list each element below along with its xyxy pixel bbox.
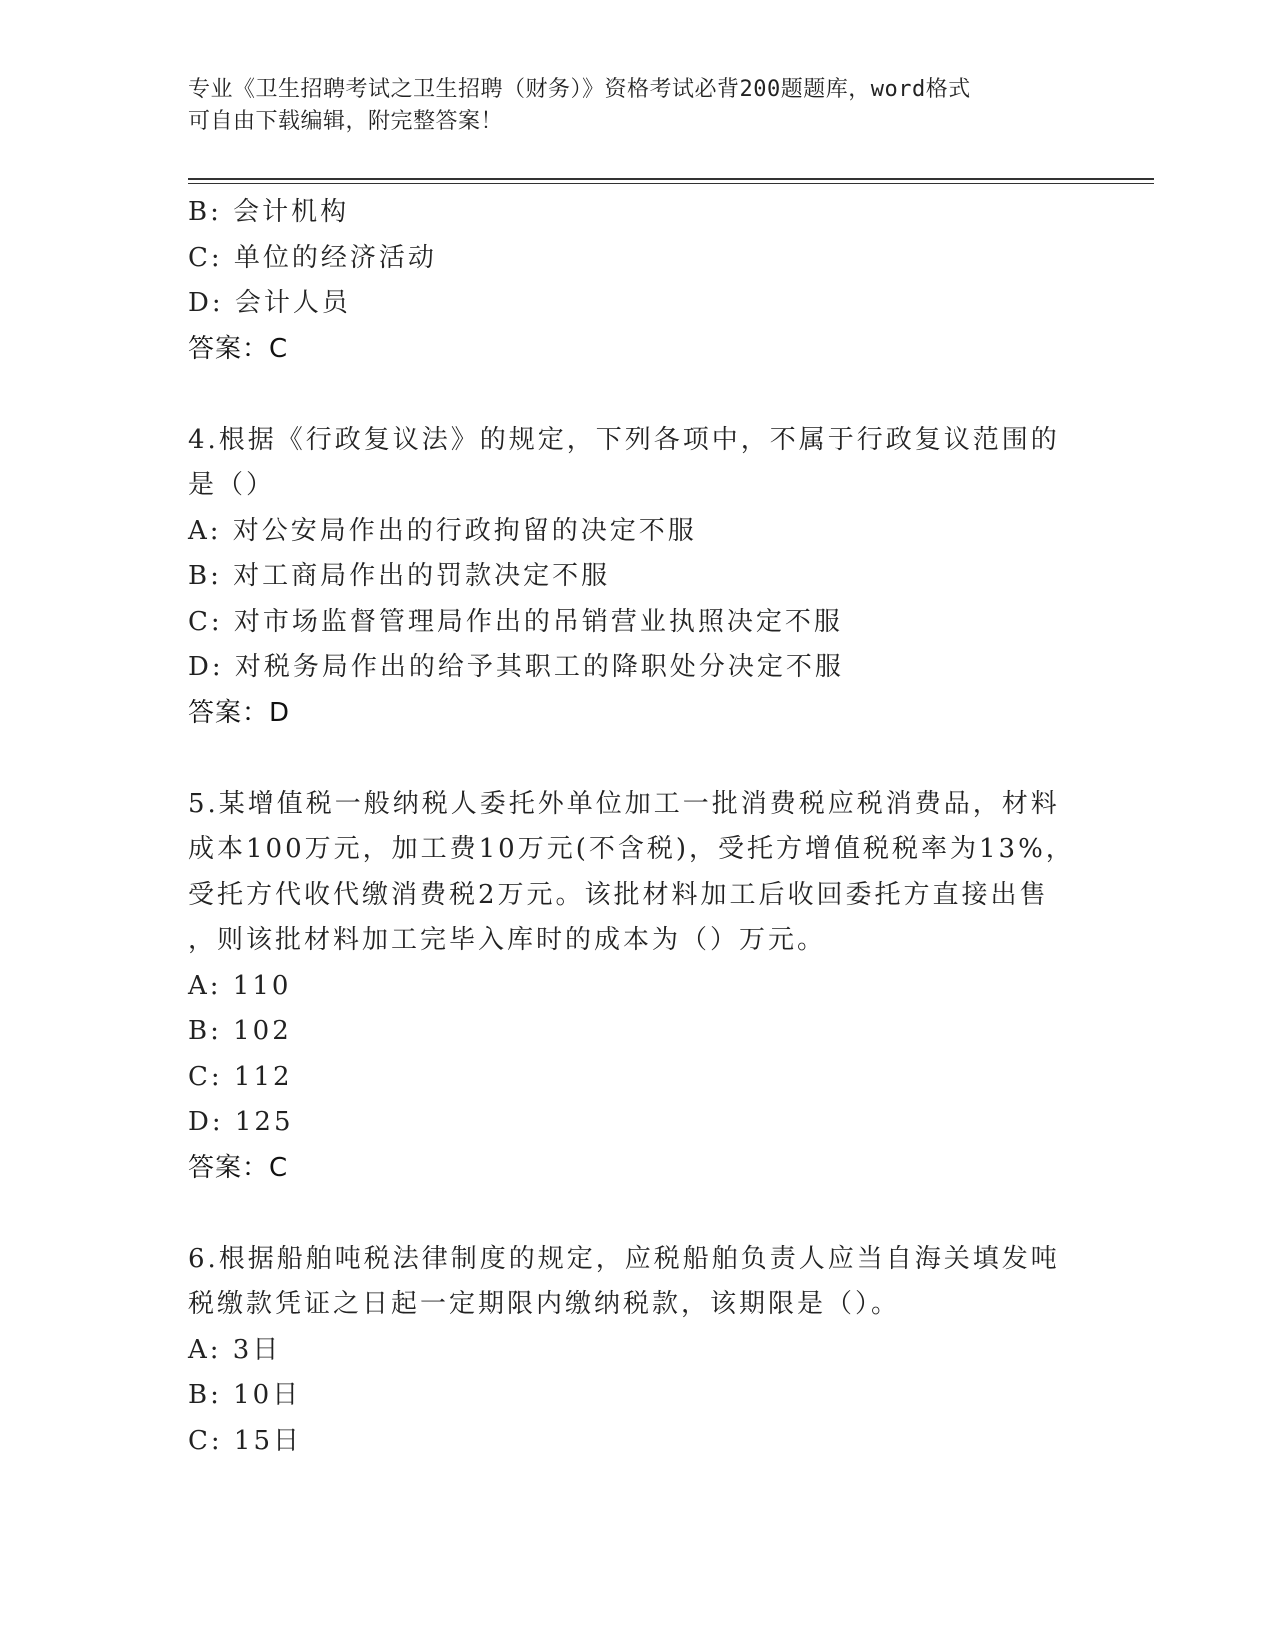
document-header [188, 74, 1068, 138]
option-b: B: 102 [188, 1016, 292, 1046]
option-a: A: 对公安局作出的行政拘留的决定不服 [188, 515, 697, 546]
option-a: A: 3日 [188, 1334, 282, 1365]
question-stem-line: 6.根据船舶吨税法律制度的规定，应税船舶负责人应当自海关填发吨 [188, 1243, 1060, 1274]
header-divider-thick [188, 178, 1154, 180]
answer-line: 答案：C [188, 1152, 289, 1183]
option-d: D: 会计人员 [188, 288, 351, 318]
spacer [188, 736, 1088, 782]
option-c: C: 112 [188, 1061, 293, 1092]
question-stem-line: 是（） [188, 470, 276, 500]
header-divider-thin [188, 183, 1154, 184]
option-c: C: 单位的经济活动 [188, 242, 437, 273]
question-stem-line: 受托方代收代缴消费税2万元。该批材料加工后收回委托方直接出售 [188, 879, 1049, 910]
option-c: C: 对市场监督管理局作出的吊销营业执照决定不服 [188, 606, 843, 637]
option-d: D: 对税务局作出的给予其职工的降职处分决定不服 [188, 652, 844, 682]
option-c: C: 15日 [188, 1425, 303, 1456]
spacer [188, 372, 1088, 418]
option-b: B: 对工商局作出的罚款决定不服 [188, 561, 611, 591]
option-d: D: 125 [188, 1107, 294, 1137]
option-a: A: 110 [188, 970, 292, 1001]
option-b: B: 会计机构 [188, 197, 350, 227]
question-stem-line: ，则该批材料加工完毕入库时的成本为（）万元。 [188, 925, 827, 955]
answer-line: 答案：C [188, 333, 289, 364]
question-stem-line: 成本100万元，加工费10万元(不含税)，受托方增值税税率为13%， [188, 834, 1075, 864]
question-3-tail [188, 190, 1088, 372]
question-stem-line: 税缴款凭证之日起一定期限内缴纳税款，该期限是（）。 [188, 1289, 901, 1319]
option-b: B: 10日 [188, 1380, 302, 1410]
question-stem-line: 4.根据《行政复议法》的规定，下列各项中，不属于行政复议范围的 [188, 424, 1060, 455]
question-5 [188, 782, 1088, 1192]
header-line-1: 专业《卫生招聘考试之卫生招聘（财务）》资格考试必背200题题库，word格式 [188, 77, 971, 102]
question-list [188, 190, 1088, 1464]
question-6 [188, 1237, 1088, 1465]
question-stem-line: 5.某增值税一般纳税人委托外单位加工一批消费税应税消费品，材料 [188, 788, 1060, 819]
header-line-2: 可自由下载编辑，附完整答案！ [188, 109, 504, 134]
question-4 [188, 418, 1088, 737]
answer-line: 答案：D [188, 697, 291, 728]
spacer [188, 1191, 1088, 1237]
